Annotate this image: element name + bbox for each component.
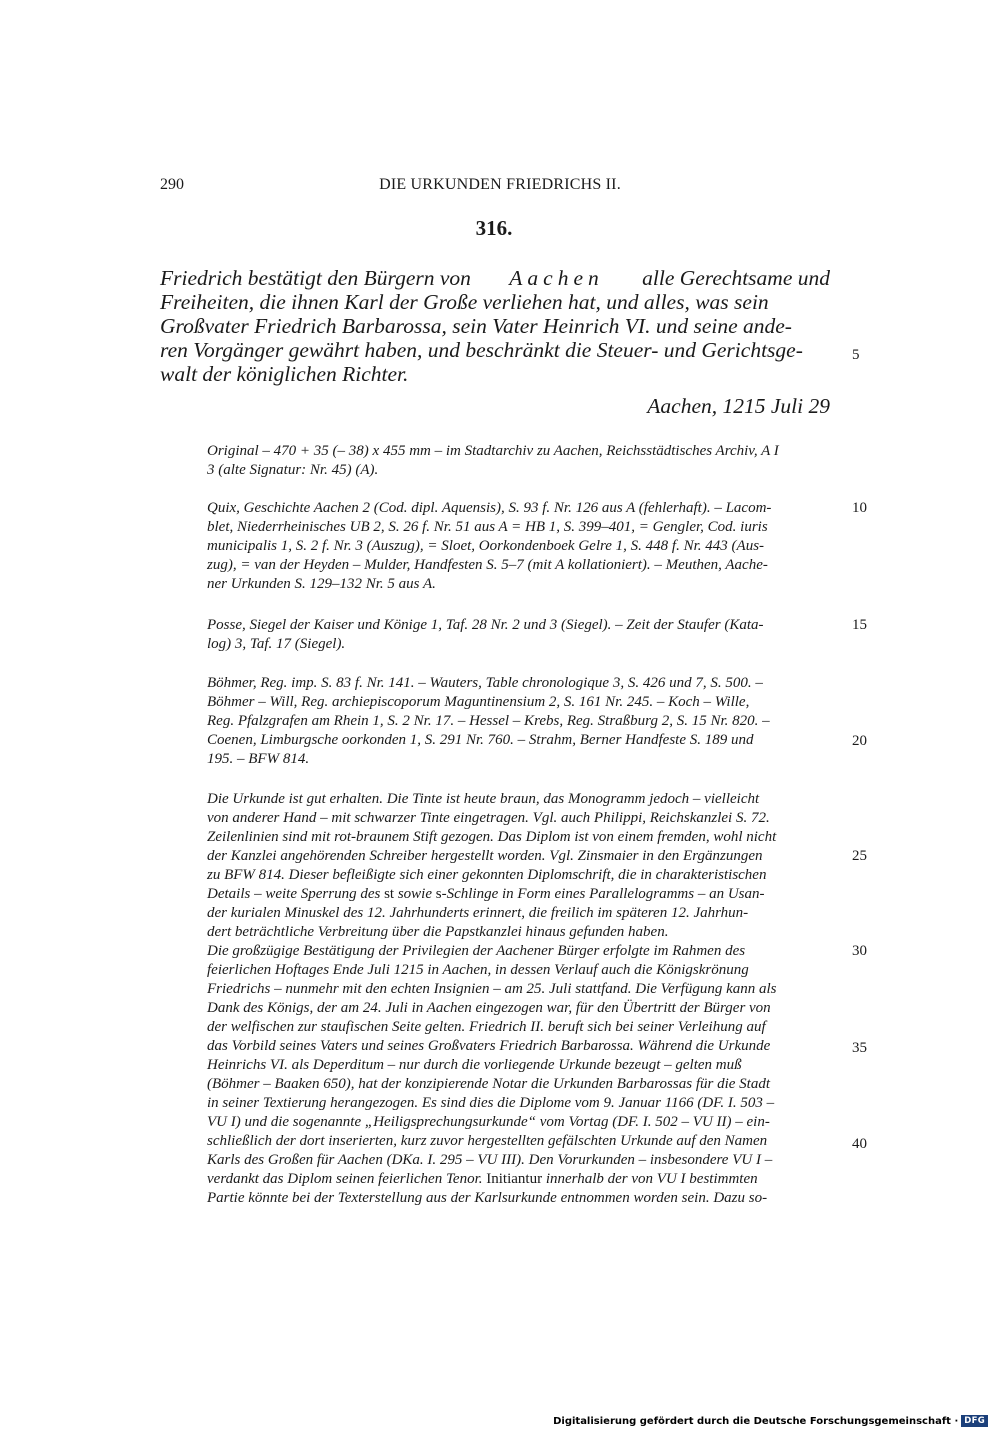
upright-term: st: [384, 886, 395, 902]
text: Die großzügige Bestätigung der Privilegien der Aachener Bürger erfolgte im Rahmen des: [207, 943, 746, 959]
upright-term: Initiantur: [486, 1171, 543, 1187]
text-line: [207, 904, 829, 923]
text-line: [207, 923, 829, 942]
text: Posse, Siegel der Kaiser und Könige 1, Taf. 28 Nr. 2 und 3 (Siegel). – Zeit der Staufer (Kata-: [207, 617, 764, 633]
text-line: [207, 1132, 829, 1151]
document-number: 316.: [475, 216, 513, 240]
running-title: DIE URKUNDEN FRIEDRICHS II.: [379, 176, 621, 193]
text: Dank des Königs, der am 24. Juli in Aachen eingezogen war, für den Übertritt der Bürger von: [207, 1000, 771, 1016]
text-line: [207, 556, 829, 575]
page-number: 290: [160, 176, 184, 193]
text: Quix, Geschichte Aachen 2 (Cod. dipl. Aquensis), S. 93 f. Nr. 126 aus A (fehlerhaft). – Lacom-: [207, 500, 772, 516]
text-line: [207, 537, 829, 556]
text: der welfischen zur staufischen Seite gelten. Friedrich II. beruft sich bei seiner Verleihung auf: [207, 1019, 766, 1035]
text: das Vorbild seines Vaters und seines Großvaters Friedrich Barbarossa. Während die Urkunde: [207, 1038, 771, 1054]
text-line: [207, 731, 829, 750]
text-line: [207, 575, 829, 594]
text-line: [207, 518, 829, 537]
text-line: [207, 1018, 829, 1037]
tradition-paragraph: [207, 442, 829, 480]
text-line: [207, 1170, 829, 1189]
text-line: [207, 461, 829, 480]
text: feierlichen Hoftages Ende Juli 1215 in Aachen, in dessen Verlauf auch die Königskrönung: [207, 962, 749, 978]
regest-text: walt der königlichen Richter.: [160, 362, 409, 386]
text: Karls des Großen für Aachen (DKa. I. 295 – VU III). Den Vorurkunden – insbesondere VU I –: [207, 1152, 773, 1168]
funding-credit-text: Digitalisierung gefördert durch die Deutsche Forschungsgemeinschaft ·: [553, 1415, 959, 1427]
text: dert beträchtliche Verbreitung über die Papstkanzlei hinaus gefunden haben.: [207, 924, 669, 940]
text-line: [207, 790, 829, 809]
text: Böhmer – Will, Reg. archiepiscoporum Maguntinensium 2, S. 161 Nr. 245. – Koch – Wille,: [207, 694, 750, 710]
commentary-paragraph: [207, 790, 829, 1208]
text: (Böhmer – Baaken 650), hat der konzipierende Notar die Urkunden Barbarossas für die Stadt: [207, 1076, 770, 1092]
text: Friedrichs – nunmehr mit den echten Insignien – am 25. Juli stattfand. Die Verfügung kann als: [207, 981, 777, 997]
text: Coenen, Limburgsche oorkonden 1, S. 291 Nr. 760. – Strahm, Berner Handfeste S. 189 und: [207, 732, 754, 748]
regest-line: [160, 338, 830, 362]
text-line: [207, 442, 829, 461]
regest-line: [160, 314, 830, 338]
text-line: [207, 961, 829, 980]
text: von anderer Hand – mit schwarzer Tinte eingetragen. Vgl. auch Philippi, Reichskanzlei S. 72.: [207, 810, 770, 826]
text-line: [207, 693, 829, 712]
text-line: [207, 809, 829, 828]
text: ner Urkunden S. 129–132 Nr. 5 aus A.: [207, 576, 436, 592]
text: log) 3, Taf. 17 (Siegel).: [207, 636, 346, 652]
regest-text: Friedrich bestätigt den Bürgern von: [160, 266, 471, 290]
text: der Kanzlei angehörenden Schreiber hergestellt worden. Vgl. Zinsmaier in den Ergänzungen: [207, 848, 763, 864]
text: zug), = van der Heyden – Mulder, Handfesten S. 5–7 (mit A kollationiert). – Meuthen, Aache-: [207, 557, 768, 573]
regesta-paragraph: [207, 674, 829, 769]
regest-text: alle Gerechtsame und: [642, 266, 830, 290]
regest-line: [160, 290, 830, 314]
text-line: [207, 1037, 829, 1056]
text-line: [207, 1151, 829, 1170]
text-line: [207, 828, 829, 847]
text: zu BFW 814. Dieser befleißigte sich einer gekonnten Diplomschrift, die in charakteristischen: [207, 867, 767, 883]
text: in seiner Textierung herangezogen. Es sind dies die Diplome vom 9. Januar 1166 (DF. I. 503 –: [207, 1095, 775, 1111]
text-line: [207, 1094, 829, 1113]
text: Original – 470 + 35 (– 38) x 455 mm – im Stadtarchiv zu Aachen, Reichsstädtisches Archiv, A I: [207, 443, 779, 459]
line-number: 5: [852, 347, 860, 363]
text: schließlich der dort inserierten, kurz zuvor hergestellten gefälschten Urkunde auf den Namen: [207, 1133, 768, 1149]
regest-place-spaced: Aachen: [509, 266, 604, 290]
date-place: Aachen, 1215 Juli 29: [647, 394, 830, 418]
text: Reg. Pfalzgrafen am Rhein 1, S. 2 Nr. 17. – Hessel – Krebs, Reg. Straßburg 2, S. 15 Nr. 820. –: [207, 713, 770, 729]
text: Heinrichs VI. als Deperditum – nur durch die vorliegende Urkunde bezeugt – gelten muß: [207, 1057, 742, 1073]
dfg-logo: DFG: [961, 1415, 988, 1427]
regest: [160, 266, 830, 386]
text: der kurialen Minuskel des 12. Jahrhunderts erinnert, die freilich im späteren 12. Jahrhun-: [207, 905, 749, 921]
text: 195. – BFW 814.: [207, 751, 310, 767]
line-number: 25: [852, 848, 867, 864]
text-line: [207, 866, 829, 885]
text-mixed: [207, 1170, 758, 1189]
text: Die Urkunde ist gut erhalten. Die Tinte ist heute braun, das Monogramm jedoch – vielleicht: [207, 791, 760, 807]
regest-line: [160, 266, 830, 290]
regest-text: ren Vorgänger gewährt haben, und beschränkt die Steuer- und Gerichtsge-: [160, 338, 803, 362]
text: 3 (alte Signatur: Nr. 45) (A).: [207, 462, 379, 478]
line-number: 20: [852, 733, 867, 749]
line-number: 35: [852, 1040, 867, 1056]
text-line: [207, 499, 829, 518]
text-line: [207, 635, 829, 654]
line-number: 30: [852, 943, 867, 959]
text-line: [207, 712, 829, 731]
text-line: [207, 674, 829, 693]
text-line: [207, 942, 829, 961]
text-line: [207, 1113, 829, 1132]
text-line: [207, 885, 829, 904]
regest-text: Großvater Friedrich Barbarossa, sein Vater Heinrich VI. und seine ande-: [160, 314, 792, 338]
text: Details – weite Sperrung des: [207, 886, 385, 902]
text-line: [207, 750, 829, 769]
funding-credit: [553, 1415, 988, 1427]
editions-paragraph: [207, 499, 829, 594]
line-number: 10: [852, 500, 867, 516]
regest-line: [160, 362, 830, 386]
text-line: [207, 616, 829, 635]
text: Partie könnte bei der Texterstellung aus der Karlsurkunde entnommen worden sein. Dazu so-: [207, 1190, 768, 1206]
regest-text: Freiheiten, die ihnen Karl der Große verliehen hat, und alles, was sein: [160, 290, 769, 314]
text: VU I) und die sogenannte „Heiligsprechungsurkunde“ vom Vortag (DF. I. 502 – VU II) – ein-: [207, 1114, 770, 1130]
text-line: [207, 1189, 829, 1208]
upright-term: s: [435, 886, 442, 902]
text: verdankt das Diplom seinen feierlichen Tenor.: [207, 1171, 487, 1187]
text-line: [207, 999, 829, 1018]
seals-paragraph: [207, 616, 829, 654]
text: Zeilenlinien sind mit rot-braunem Stift gezogen. Das Diplom ist von einem fremden, wohl nicht: [207, 829, 777, 845]
line-number: 15: [852, 617, 867, 633]
text: blet, Niederrheinisches UB 2, S. 26 f. Nr. 51 aus A = HB 1, S. 399–401, = Gengler, Cod. iuris: [207, 519, 768, 535]
text-mixed: [207, 885, 765, 904]
text-line: [207, 847, 829, 866]
line-number: 40: [852, 1136, 867, 1152]
text: Böhmer, Reg. imp. S. 83 f. Nr. 141. – Wauters, Table chronologique 3, S. 426 und 7, S. 500. –: [207, 675, 763, 691]
text-line: [207, 1056, 829, 1075]
text: municipalis 1, S. 2 f. Nr. 3 (Auszug), = Sloet, Oorkondenboek Gelre 1, S. 448 f. Nr. 443 (Aus-: [207, 538, 765, 554]
text-line: [207, 1075, 829, 1094]
text: -Schlinge in Form eines Parallelogramms – an Usan-: [441, 886, 765, 902]
text: sowie: [394, 886, 436, 902]
text: innerhalb der von VU I bestimmten: [542, 1171, 758, 1187]
text-line: [207, 980, 829, 999]
